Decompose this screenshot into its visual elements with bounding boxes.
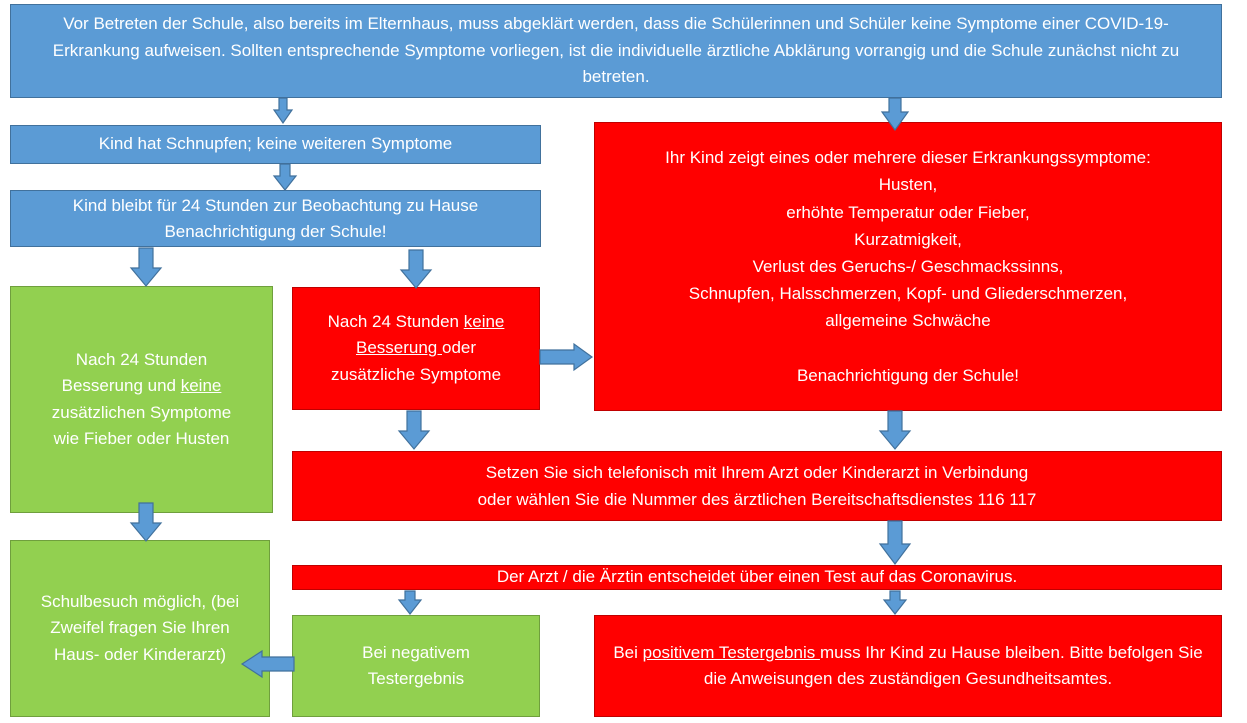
arrow-down-icon (880, 411, 910, 449)
school-ok-text: Schulbesuch möglich, (bei Zweifel fragen Sie Ihren Haus- oder Kinderarzt) (40, 591, 240, 664)
arrow-down-icon (884, 591, 906, 614)
improved-text-1: Nach 24 Stunden Besserung und (61, 349, 208, 396)
contact-line-2: oder wählen Sie die Nummer des ärztlichen Bereitschaftsdienstes 116 117 (477, 490, 1037, 509)
arrow-down-icon (880, 521, 910, 564)
improved-emphasis: keine (180, 376, 222, 396)
arrow-down-icon (274, 98, 292, 123)
not-improved-text-1: Nach 24 Stunden (327, 311, 464, 331)
contact-line-1: Setzen Sie sich telefonisch mit Ihrem Arzt oder Kinderarzt in Verbindung (485, 462, 1029, 482)
improved-text-2: zusätzlichen Symptome wie Fieber oder Husten (51, 402, 232, 448)
arrow-down-icon (401, 250, 431, 288)
not-improved-text-2: oder zusätzliche Symptome (330, 338, 502, 384)
symptoms-intro: Ihr Kind zeigt eines oder mehrere dieser Erkrankungssymptome: (665, 148, 1151, 168)
symptom-item: erhöhte Temperatur oder Fieber, (786, 202, 1030, 222)
positive-text-2: muss Ihr Kind zu Hause bleiben. Bitte befolgen Sie die Anweisungen des zuständigen Gesundheitsamtes. (703, 642, 1203, 688)
intro-text: Vor Betreten der Schule, also bereits im Elternhaus, muss abgeklärt werden, dass die Schülerinnen und Schüler keine Symptome einer COVID-19-Erkrankung aufweisen. Sollten entsprechende Symptome vorliegen, ist die individuelle ärztliche Abklärung vorrangig und die Schule zunächst nicht zu betreten. (52, 14, 1180, 87)
observe-line-1: Kind bleibt für 24 Stunden zur Beobachtung zu Hause (72, 196, 479, 215)
arrow-right-icon (540, 344, 592, 370)
doctor-text: Der Arzt / die Ärztin entscheidet über einen Test auf das Coronavirus. (496, 567, 1018, 587)
negative-text: Bei negativem Testergebnis (362, 642, 470, 688)
symptom-item: Schnupfen, Halsschmerzen, Kopf- und Gliederschmerzen, (688, 284, 1128, 304)
arrow-left-icon (242, 651, 294, 677)
positive-text-1: Bei (613, 642, 643, 662)
not-improved-emphasis: keine Besserung (355, 311, 505, 358)
arrow-down-icon (399, 591, 421, 614)
cold-text: Kind hat Schnupfen; keine weiteren Symptome (98, 134, 453, 154)
symptoms-notify: Benachrichtigung der Schule! (796, 365, 1020, 385)
arrow-down-icon (882, 98, 908, 130)
symptom-item: Kurzatmigkeit, (854, 229, 962, 249)
symptom-item: allgemeine Schwäche (825, 311, 991, 331)
arrow-down-icon (131, 503, 161, 541)
symptom-item: Verlust des Geruchs-/ Geschmackssinns, (752, 256, 1064, 276)
positive-emphasis: positivem Testergebnis (642, 642, 820, 662)
arrow-down-icon (399, 411, 429, 449)
arrow-down-icon (274, 164, 296, 190)
symptom-item: Husten, (878, 175, 938, 195)
observe-line-2: Benachrichtigung der Schule! (164, 221, 387, 241)
arrow-down-icon (131, 248, 161, 286)
